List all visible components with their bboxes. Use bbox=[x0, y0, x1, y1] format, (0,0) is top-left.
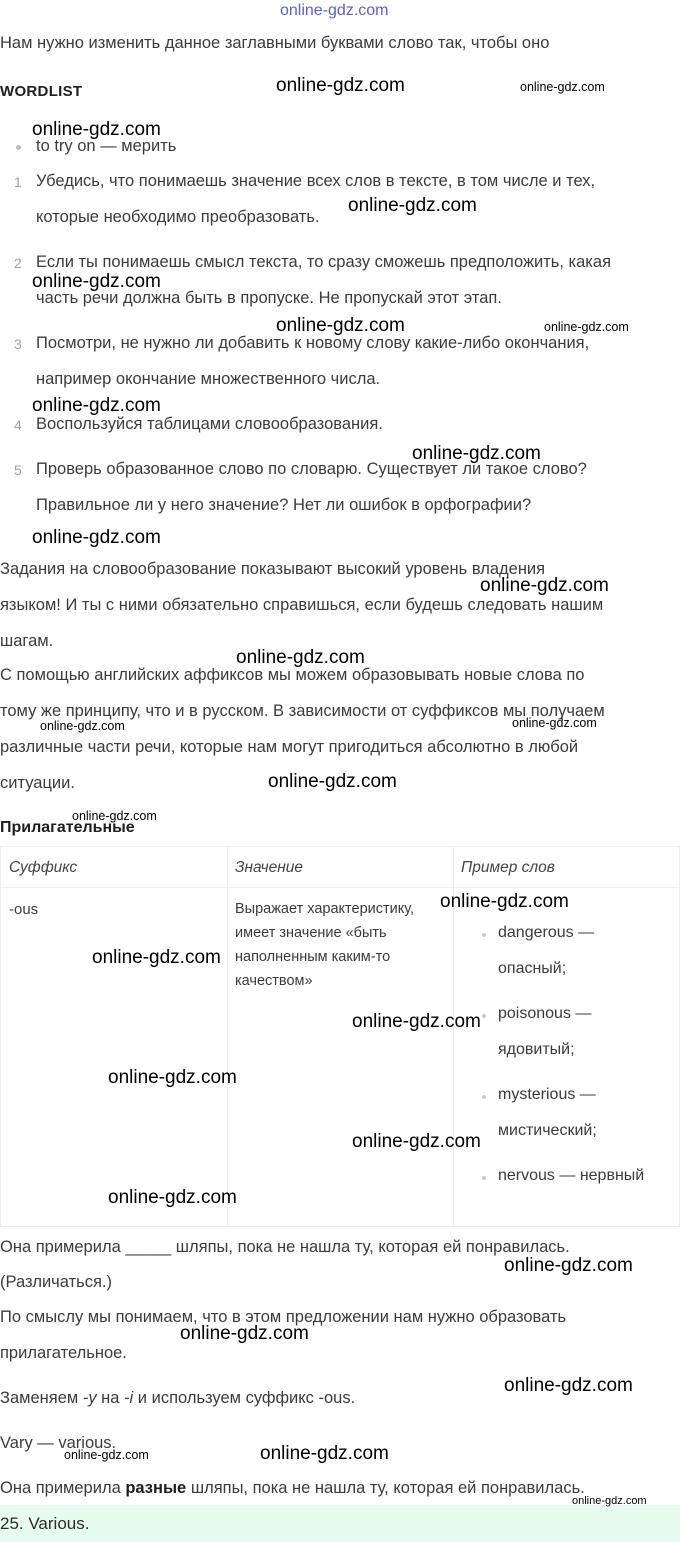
watermark: online-gdz.com bbox=[520, 80, 605, 94]
table-cell-meaning: Выражает характеристику, bbox=[235, 901, 415, 917]
example-text: dangerous — bbox=[498, 924, 595, 941]
example-text: nervous — нервный bbox=[498, 1167, 645, 1184]
watermark: online-gdz.com bbox=[32, 395, 161, 416]
transform-text: Vary — various. bbox=[0, 1434, 117, 1452]
list-bullet bbox=[482, 1176, 486, 1180]
step-text: Проверь образованное слово по словарю. Существует ли такое слово? bbox=[36, 460, 587, 478]
result-pre: Она примерила bbox=[0, 1479, 126, 1497]
watermark: online-gdz.com bbox=[512, 716, 597, 730]
example-text: ядовитый; bbox=[498, 1041, 575, 1058]
task-hint: (Различаться.) bbox=[0, 1273, 112, 1291]
step-text: Убедись, что понимаешь значение всех слов в тексте, в том числе и тех, bbox=[36, 172, 596, 190]
watermark: online-gdz.com bbox=[32, 119, 161, 140]
table-cell-meaning: качеством» bbox=[235, 973, 313, 989]
watermark: online-gdz.com bbox=[412, 443, 541, 464]
example-text: опасный; bbox=[498, 960, 567, 977]
watermark: online-gdz.com bbox=[40, 719, 125, 733]
suffix-table bbox=[0, 846, 680, 1227]
example-text: poisonous — bbox=[498, 1005, 592, 1022]
wordlist-bullet bbox=[16, 145, 21, 150]
table-cell-meaning: имеет значение «быть bbox=[235, 925, 387, 941]
step-text: часть речи должна быть в пропуске. Не пропускай этот этап. bbox=[36, 289, 502, 307]
answer-text: 25. Various. bbox=[0, 1514, 90, 1533]
paragraph-text: ситуации. bbox=[0, 774, 75, 792]
watermark: online-gdz.com bbox=[440, 891, 569, 912]
watermark: online-gdz.com bbox=[348, 195, 477, 216]
rule-text bbox=[0, 1389, 355, 1408]
rule-mid: на bbox=[96, 1389, 125, 1407]
table-cell-meaning: наполненным каким-то bbox=[235, 949, 391, 965]
rule-post: и используем суффикс -ous. bbox=[133, 1389, 356, 1407]
step-text: Посмотри, не нужно ли добавить к новому слову какие-либо окончания, bbox=[36, 334, 590, 352]
watermark: online-gdz.com bbox=[352, 1011, 481, 1032]
watermark: online-gdz.com bbox=[260, 1443, 389, 1464]
watermark: online-gdz.com bbox=[180, 1323, 309, 1344]
watermark-top: online-gdz.com bbox=[280, 2, 389, 19]
example-text: мистический; bbox=[498, 1122, 597, 1139]
paragraph-text: различные части речи, которые нам могут пригодиться абсолютно в любой bbox=[0, 738, 579, 756]
paragraph-text: Задания на словообразование показывают высокий уровень владения bbox=[0, 560, 546, 578]
table-header: Суффикс bbox=[9, 859, 78, 876]
watermark: online-gdz.com bbox=[268, 771, 397, 792]
step-text: Если ты понимаешь смысл текста, то сразу сможешь предположить, какая bbox=[36, 253, 612, 271]
step-number: 5 bbox=[14, 462, 22, 478]
watermark: online-gdz.com bbox=[504, 1255, 633, 1276]
watermark: online-gdz.com bbox=[32, 527, 161, 548]
section-heading: Прилагательные bbox=[0, 819, 135, 836]
wordlist-item: to try on — мерить bbox=[36, 137, 177, 155]
watermark: online-gdz.com bbox=[236, 647, 365, 668]
result-bold: разные bbox=[125, 1479, 187, 1497]
step-text: которые необходимо преобразовать. bbox=[36, 208, 320, 226]
paragraph-text: шагам. bbox=[0, 632, 54, 650]
wordlist-heading: WORDLIST bbox=[0, 83, 83, 100]
table-divider bbox=[227, 847, 228, 1226]
paragraph-text: тому же принципу, что и в русском. В зависимости от суффиксов мы получаем bbox=[0, 702, 605, 720]
step-text: Воспользуйся таблицами словообразования. bbox=[36, 415, 383, 433]
rule-i: -i bbox=[124, 1389, 134, 1407]
table-header: Значение bbox=[235, 859, 304, 876]
table-header: Пример слов bbox=[461, 859, 555, 876]
table-cell-suffix: -ous bbox=[9, 901, 39, 918]
step-text: например окончание множественного числа. bbox=[36, 370, 381, 388]
step-number: 4 bbox=[14, 417, 22, 433]
step-text: Правильное ли у него значение? Нет ли ошибок в орфографии? bbox=[36, 496, 532, 514]
watermark: online-gdz.com bbox=[504, 1375, 633, 1396]
task-sentence: Она примерила _____ шляпы, пока не нашла ту, которая ей понравилась. bbox=[0, 1238, 570, 1256]
rule-y: -y bbox=[82, 1389, 97, 1407]
list-bullet bbox=[482, 1095, 486, 1099]
watermark: online-gdz.com bbox=[92, 947, 221, 968]
step-number: 2 bbox=[14, 255, 22, 271]
paragraph-text: языком! И ты с ними обязательно справишься, если будешь следовать нашим bbox=[0, 596, 604, 614]
watermark: online-gdz.com bbox=[276, 75, 405, 96]
rule-pre: Заменяем bbox=[0, 1389, 83, 1407]
table-divider bbox=[1, 887, 679, 888]
watermark: online-gdz.com bbox=[544, 320, 629, 334]
step-number: 3 bbox=[14, 336, 22, 352]
watermark: online-gdz.com bbox=[64, 1448, 149, 1462]
answer-box bbox=[0, 1505, 680, 1542]
watermark: online-gdz.com bbox=[72, 809, 157, 823]
watermark: online-gdz.com bbox=[572, 1495, 647, 1507]
paragraph-text: С помощью английских аффиксов мы можем образовывать новые слова по bbox=[0, 666, 585, 684]
explanation-text: прилагательное. bbox=[0, 1344, 127, 1362]
watermark: online-gdz.com bbox=[276, 315, 405, 336]
example-text: mysterious — bbox=[498, 1086, 596, 1103]
watermark: online-gdz.com bbox=[480, 575, 609, 596]
intro-text: Нам нужно изменить данное заглавными буквами слово так, чтобы оно bbox=[0, 34, 550, 52]
list-bullet bbox=[482, 1014, 486, 1018]
watermark: online-gdz.com bbox=[32, 271, 161, 292]
watermark: online-gdz.com bbox=[352, 1131, 481, 1152]
explanation-text: По смыслу мы понимаем, что в этом предложении нам нужно образовать bbox=[0, 1308, 567, 1326]
step-number: 1 bbox=[14, 174, 22, 190]
watermark: online-gdz.com bbox=[108, 1187, 237, 1208]
watermark: online-gdz.com bbox=[108, 1067, 237, 1088]
result-sentence bbox=[0, 1479, 585, 1498]
result-post: шляпы, пока не нашла ту, которая ей понравилась. bbox=[186, 1479, 585, 1497]
list-bullet bbox=[482, 933, 486, 937]
